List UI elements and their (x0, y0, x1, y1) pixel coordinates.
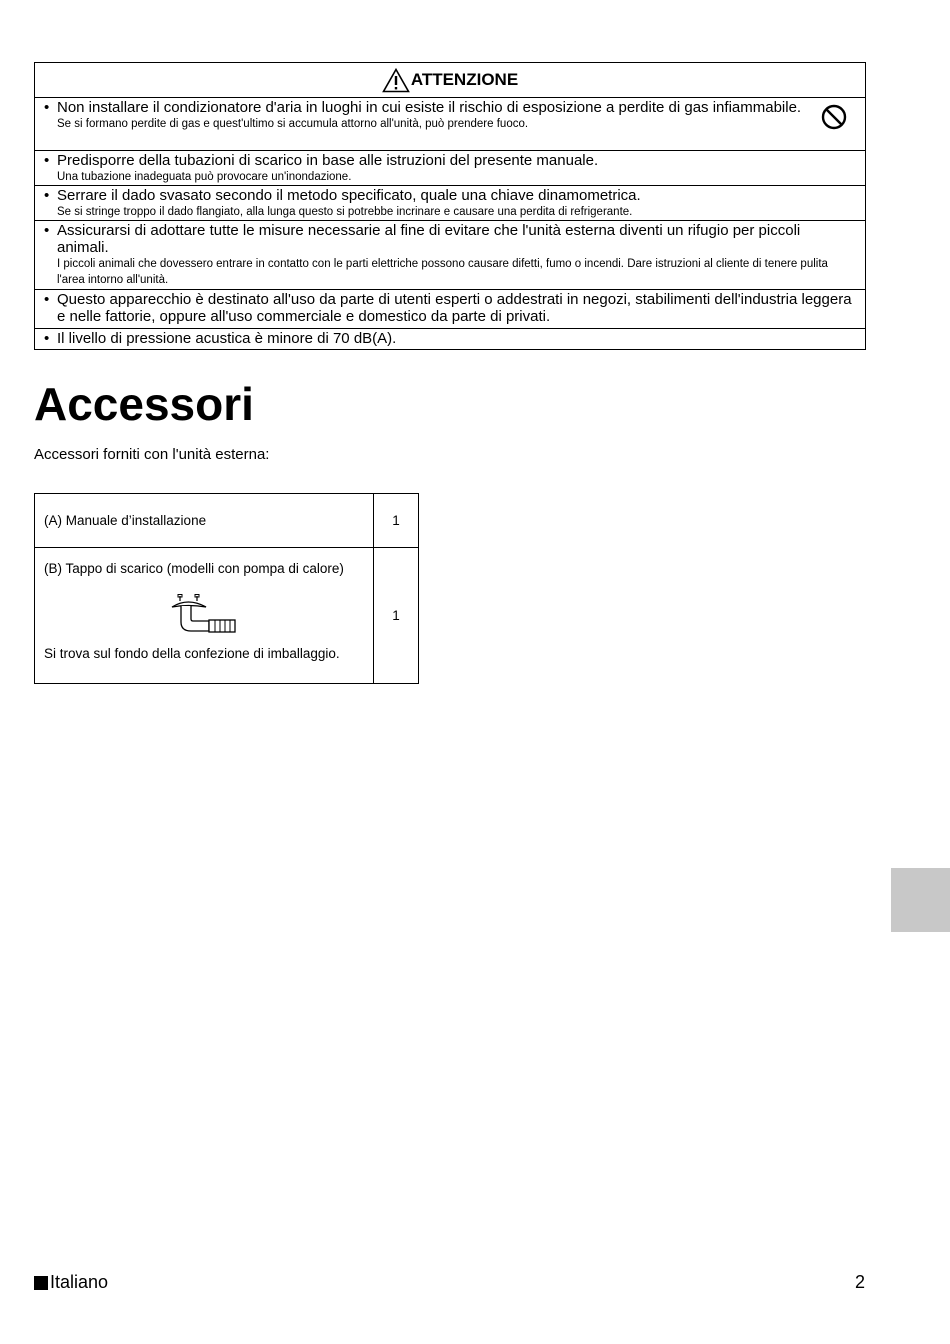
bullet: • (44, 187, 50, 204)
warning-triangle-icon (382, 68, 410, 93)
accessory-label-cell (35, 494, 374, 547)
caution-item-main: Serrare il dado svasato secondo il metodo specificato, quale una chiave dinamometrica. (57, 187, 641, 204)
caution-item-sub: Se si formano perdite di gas e quest'ultimo si accumula attorno all'unità, può prendere fuoco. (57, 118, 529, 130)
caution-box (34, 62, 866, 350)
accessories-table (34, 493, 419, 684)
accessory-label: (A) Manuale d’installazione (44, 513, 207, 528)
bullet: • (44, 99, 50, 116)
caution-item-main: Assicurarsi di adottare tutte le misure necessarie al fine di evitare che l'unità esterna diventi un rifugio per piccoli animali. (57, 222, 801, 256)
bullet: • (44, 222, 50, 239)
bullet: • (44, 291, 50, 308)
footer-language (34, 1272, 108, 1293)
accessory-qty: 1 (392, 513, 400, 528)
bullet: • (44, 330, 50, 347)
caution-item-main: Questo apparecchio è destinato all'uso da parte di utenti esperti o addestrati in negozi, stabilimenti dell'industria leggera e nelle fattorie, oppure all'uso commerciale e domestico da parte di privati. (57, 291, 852, 325)
caution-item (35, 221, 865, 290)
table-row (35, 548, 418, 683)
page-number: 2 (855, 1272, 866, 1292)
caution-item-main: Non installare il condizionatore d'aria in luoghi in cui esiste il rischio di esposizione a perdite di gas infiammabile. (57, 99, 802, 116)
caution-item (35, 186, 865, 221)
caution-item-main: Predisporre della tubazioni di scarico in base alle istruzioni del presente manuale. (57, 152, 599, 169)
caution-item (35, 290, 865, 329)
caution-item-sub: Se si stringe troppo il dado flangiato, alla lunga questo si potrebbe incrinare e causare una perdita di refrigerante. (57, 206, 633, 218)
drain-plug-icon (169, 594, 239, 636)
caution-item-sub: I piccoli animali che dovessero entrare in contatto con le parti elettriche possono causare difetti, fumo o incendi. Dare istruzioni al cliente di tenere pulita l'area intorno all'unità. (57, 258, 828, 286)
caution-item (35, 98, 865, 151)
square-bullet-icon (34, 1276, 48, 1290)
accessory-label: (B) Tappo di scarico (modelli con pompa di calore) (44, 561, 344, 576)
caution-item (35, 329, 865, 349)
footer-language-label: Italiano (50, 1272, 109, 1292)
caution-item-main: Il livello di pressione acustica è minore di 70 dB(A). (57, 330, 397, 347)
section-title: Accessori (34, 378, 254, 430)
caution-header (35, 63, 865, 98)
accessory-qty: 1 (392, 608, 400, 623)
caution-title: ATTENZIONE (410, 70, 519, 89)
section-intro: Accessori forniti con l'unità esterna: (34, 446, 270, 463)
table-row (35, 494, 418, 548)
prohibition-icon (821, 104, 847, 130)
accessory-note: Si trova sul fondo della confezione di imballaggio. (44, 646, 340, 661)
caution-item-sub: Una tubazione inadeguata può provocare un'inondazione. (57, 171, 352, 183)
bullet: • (44, 152, 50, 169)
caution-item (35, 151, 865, 186)
accessory-label-cell (35, 548, 374, 683)
side-tab (891, 868, 950, 932)
